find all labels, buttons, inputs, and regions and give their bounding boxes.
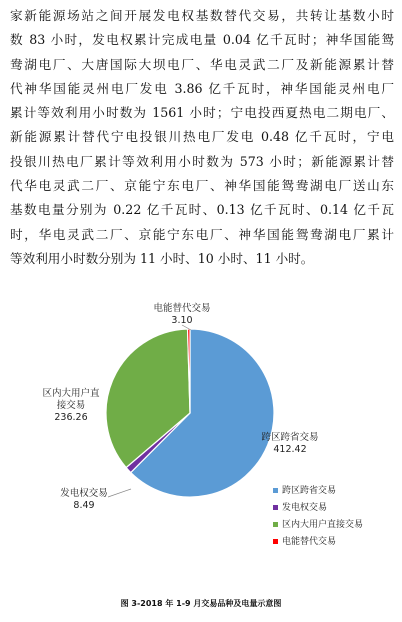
- paragraph-line: 等效利用小时数分别为 11 小时、10 小时、11 小时。: [10, 250, 314, 266]
- slice-value-label: 8.49: [73, 500, 95, 511]
- legend-swatch: [273, 488, 278, 493]
- legend-swatch: [273, 522, 278, 527]
- slice-name-label: 跨区跨省交易: [261, 432, 319, 443]
- legend-swatch: [273, 505, 278, 510]
- legend-label: 区内大用户直接交易: [282, 520, 364, 530]
- paragraph-line: 代华电灵武二厂、京能宁东电厂、神华国能鸳鸯湖电厂送山东: [10, 178, 394, 194]
- figure-caption: 图 3-2018 年 1-9 月交易品种及电量示意图: [120, 599, 282, 608]
- slice-value-label: 236.26: [54, 412, 88, 423]
- paragraph-line: 数 83 小时，发电权累计完成电量 0.04 亿千瓦时；神华国能鸳: [10, 32, 394, 48]
- slice-value-label: 412.42: [273, 444, 307, 455]
- paragraph-line: 新能源累计替代宁电投银川热电厂发电 0.48 亿千瓦时，宁电: [10, 129, 394, 145]
- slice-name-label: 区内大用户直: [42, 388, 100, 399]
- pie-chart: [0, 290, 402, 590]
- paragraph-line: 鸯湖电厂、大唐国际大坝电厂、华电灵武二厂及新能源累计替: [10, 56, 394, 72]
- pie-slices: [106, 329, 274, 497]
- legend-label: 发电权交易: [282, 503, 328, 513]
- paragraph-line: 基数电量分别为 0.22 亿千瓦时、0.13 亿千瓦时、0.14 亿千瓦: [10, 202, 394, 218]
- chart-legend: [273, 484, 363, 547]
- leader-line: [108, 489, 131, 497]
- legend-label: 跨区跨省交易: [282, 486, 337, 496]
- slice-name-label: 电能替代交易: [153, 303, 211, 314]
- paragraph-line: 家新能源场站之间开展发电权基数替代交易，共转让基数小时: [10, 8, 394, 23]
- slice-name-label: 接交易: [56, 400, 86, 411]
- slice-name-label: 发电权交易: [60, 488, 108, 499]
- slice-value-label: 3.10: [171, 315, 193, 326]
- legend-label: 电能替代交易: [282, 537, 337, 547]
- paragraph-line: 投银川热电厂累计等效利用小时数为 573 小时；新能源累计替: [10, 153, 394, 169]
- body-paragraph: [10, 4, 394, 271]
- paragraph-line: 代神华国能灵州电厂发电 3.86 亿千瓦时，神华国能灵州电厂: [10, 80, 394, 96]
- paragraph-line: 时，华电灵武二厂、京能宁东电厂、神华国能鸳鸯湖电厂累计: [10, 226, 394, 242]
- legend-swatch: [273, 539, 278, 544]
- paragraph-line: 累计等效利用小时数为 1561 小时；宁电投西夏热电二期电厂、: [10, 105, 394, 121]
